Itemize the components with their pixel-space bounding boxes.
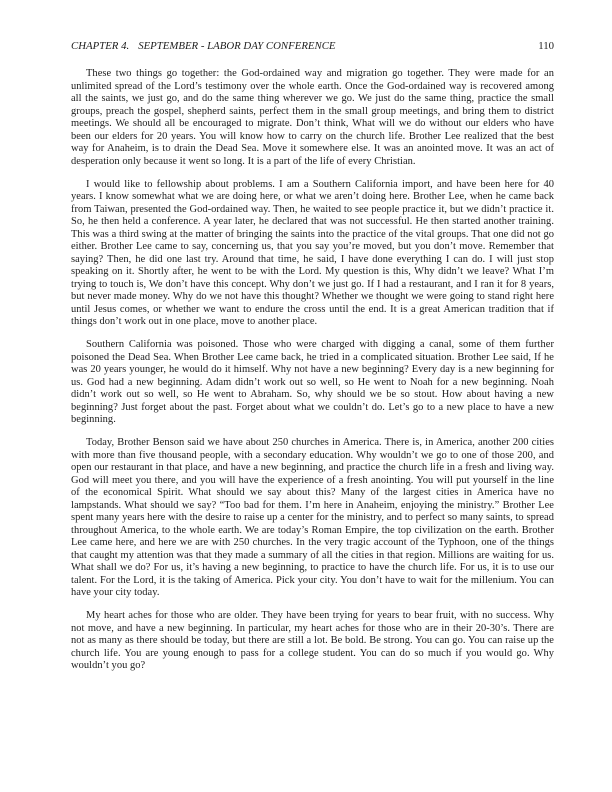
paragraph-2: I would like to fellowship about problems. I am a Southern California import, and have been here for 40 years. I know somewhat what we are doing here, or what we aren’t doing here. Brother Lee, when he came back from Taiwan, presented the God-ordained way. Then, he waited to see people practice it, but we didn’t practice it. So, he then held a conference. A year later, he declared that was not successful. He then started another training. This was a third swing at the matter of bringing the saints into the practice of the vital groups. That one did not go either. Brother Lee came to say, concerning us, that you say you’re moved, but you don’t move. Remember that saying? Then, he did one last try. Around that time, he said, I have done everything I can do. I will just stop speaking on it. Shortly after, he went to be with the Lord. My question is this, Why didn’t we leave? What I’m trying to touch is, We don’t have this concept. Why don’t we just go. If I had a restaurant, and I ran it for 8 years, but never made money. Why do we not have this thought? Whether we thought we were going to stand right here until Jesus comes, or whether we want to endure the cross until the end. It is a great American tradition that if things don’t work out in one place, move to another place. — [71, 178, 554, 327]
page-body — [71, 68, 554, 683]
chapter-label: CHAPTER 4. — [71, 40, 130, 52]
paragraph-3: Southern California was poisoned. Those who were charged with digging a canal, some of them further poisoned the Dead Sea. When Brother Lee came back, he tried in a complicated situation. Brother Lee said, If he was 20 years younger, he would do it himself. Why not have a new beginning? Every day is a new beginning for us. God had a new beginning. Adam didn’t work out so well, so He went to Noah for a new beginning. Noah didn’t work out so well, so He went to Abraham. So, why should we be so stout. How about having a new beginning? Just forget about the past. Forget about what we couldn’t do. Let’s go to a new place to have a new beginning. — [71, 339, 554, 425]
running-header — [71, 40, 554, 52]
paragraph-1: These two things go together: the God-ordained way and migration go together. They were made for an unlimited spread of the Lord’s testimony over the whole earth. Once the God-ordained way is recovered among all the saints, we just go, and do the same thing wherever we go. We just do the same thing, practice the small groups, preach the gospel, shepherd saints, perfect them in the small group meetings, and bring them to district meetings. We should all be encouraged to migrate. Don’t think, What will we do without our elders who have been our elders for 20 years. You will know how to carry on the church life. Brother Lee realized that the best way for Anaheim, is to drain the Dead Sea. Move it somewhere else. It was an anointed move. It was an act of desperation only because it went so long. It is a part of the life of every Christian. — [71, 68, 554, 167]
chapter-heading — [71, 40, 336, 52]
paragraph-5: My heart aches for those who are older. They have been trying for years to bear fruit, with no success. Why not move, and have a new beginning. In particular, my heart aches for those who are in their 20-30’s. There are not as many as there should be today, but there are still a lot. Be bold. Be strong. You can go. You can raise up the church life. You are young enough to pass for a college student. You can do so much if you would go. Why wouldn’t you go? — [71, 610, 554, 671]
paragraph-4: Today, Brother Benson said we have about 250 churches in America. There is, in America, another 200 cities with more than five thousand people, with a secondary education. Why wouldn’t we go to one of those 200, and open our restaurant in that place, and have a new beginning, and practice the church life in a fresh and living way. God will meet you there, and you will have the experience of a fresh anointing. You will put yourself in the line of the economical Spirit. What should we say about this? Many of the largest cities in America have no lampstands. What should we say? “Too bad for them. I’m here in Anaheim, enjoying the ministry.” Brother Lee spent many years here with the desire to raise up a center for the ministry, and to perfect so many saints, to spread throughout America, to the whole earth. We are today’s Roman Empire, the top civilization on the earth. Brother Lee came here, and here we are with 250 churches. In the very tragic account of the Typhoon, one of the things that caught my attention was that they made a summary of all the cities in that region. Millions are waiting for us. What shall we do? For us, it’s having a new beginning, to practice to have the church life. For us, it is to use our talent. For the Lord, it is the taking of America. Pick your city. You don’t have to wait for the millenium. You can have your city today. — [71, 437, 554, 598]
chapter-title: SEPTEMBER - LABOR DAY CONFERENCE — [138, 40, 336, 52]
page-number: 110 — [538, 40, 554, 52]
